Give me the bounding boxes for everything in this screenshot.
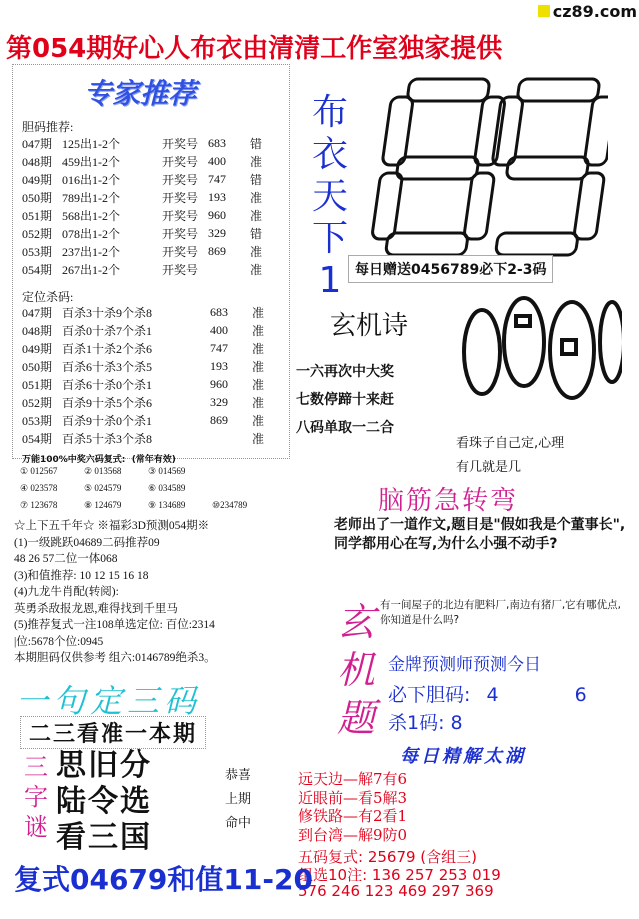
dan-pick: 125出1-2个 — [62, 136, 120, 151]
dan-pick: 237出1-2个 — [62, 244, 120, 259]
kill-row — [22, 321, 282, 339]
kill-number: 193 — [210, 358, 228, 373]
kill-row — [22, 411, 282, 429]
daily-gift: 每日赠送0456789必下2-3码 — [348, 255, 553, 283]
taihu-title: 每日精解太湖 — [400, 746, 526, 767]
taihu-line: 远天边—解7有6 — [298, 770, 408, 788]
beads-caption-2: 有几就是几 — [456, 460, 522, 475]
kill-row — [22, 375, 282, 393]
yiju-banner: 一句定三码 — [16, 682, 202, 720]
watermark-text: cz89.com — [552, 1, 637, 21]
info-line: (5)推荐复式一注108单选定位: 百位:2314 — [14, 619, 215, 631]
combo-head: 万能100%中奖六码复式: (常年有效) — [22, 455, 176, 465]
kill-result: 准 — [252, 413, 265, 428]
dan-result: 准 — [250, 208, 263, 223]
info-line: 英勇杀敌报龙恩,难得找到千里马 — [14, 602, 178, 615]
kill-row — [22, 393, 282, 411]
dan-row — [22, 188, 280, 206]
kill-number: 960 — [210, 376, 228, 391]
dan-period: 049期 — [22, 172, 53, 187]
dan-label-open: 开奖号 — [162, 190, 199, 205]
riddle-line: 看三国 — [56, 820, 152, 855]
kill-row — [22, 357, 282, 375]
combo-item: ④ 023578 — [20, 483, 58, 493]
kill-number: 400 — [210, 322, 228, 337]
riddle-lines — [56, 748, 210, 856]
dan-label: 胆码推荐: — [22, 120, 74, 134]
taihu-line: 修铁路—有2看1 — [298, 807, 408, 825]
brain-question: 老师出了一道作文,题目是"假如我是个董事长",同学都用心在写,为什么小强不动手? — [334, 517, 626, 552]
riddle-line: 陆令选 — [56, 784, 152, 819]
dan-result: 准 — [250, 190, 263, 205]
forecast-title: 金牌预测师预测今日 — [388, 655, 541, 675]
expert-banner: 专家推荐 — [84, 77, 197, 110]
dan-row — [22, 206, 280, 224]
kill-period: 050期 — [22, 359, 53, 374]
kill-result: 准 — [252, 395, 265, 410]
kill-label: 定位杀码: — [22, 290, 74, 304]
watermark — [538, 0, 637, 22]
fushi-sum: 复式04679和值11-20 — [14, 863, 313, 896]
kill-pick: 百杀6十杀3个杀5 — [62, 359, 153, 374]
forecast-info — [14, 518, 306, 667]
kill-period: 049期 — [22, 341, 53, 356]
congrats-line: 命中 — [224, 816, 251, 831]
brain-title: 脑筋急转弯 — [378, 486, 519, 516]
dan-row — [22, 260, 280, 278]
dan-number: 747 — [208, 171, 226, 186]
dan-number: 193 — [208, 189, 226, 204]
kill-number: 747 — [210, 340, 228, 355]
zuxuan-1: 组选10注: 136 257 253 019 — [298, 866, 501, 884]
kill-row — [22, 303, 282, 321]
page-title: 第054期好心人布衣由清清工作室独家提供 — [6, 34, 503, 64]
must-label: 必下胆码: — [388, 684, 471, 706]
combo-item: ⑧ 124679 — [84, 500, 122, 510]
kill-period: 052期 — [22, 395, 53, 410]
kill-table — [22, 303, 282, 447]
kill-number: 329 — [210, 394, 228, 409]
beads-caption-1: 看珠子自己定,心理 — [456, 436, 565, 451]
kill-period: 047期 — [22, 305, 53, 320]
kill-number: 683 — [210, 304, 228, 319]
kill-result: 准 — [252, 359, 265, 374]
dan-pick: 789出1-2个 — [62, 190, 120, 205]
kill-period: 048期 — [22, 323, 53, 338]
dan-row — [22, 152, 280, 170]
dan-label-open: 开奖号 — [162, 262, 199, 277]
wuma-fushi: 五码复式: 25679 (含组三) — [298, 848, 478, 866]
xuanjiti-vertical: 玄机题 — [336, 600, 375, 740]
kill-pick: 百杀1十杀2个杀6 — [62, 341, 153, 356]
kill-pick: 百杀6十杀0个杀1 — [62, 377, 153, 392]
watermark-square-icon — [538, 5, 550, 17]
kill-pick: 百杀0十杀7个杀1 — [62, 323, 153, 338]
dan-pick: 267出1-2个 — [62, 262, 120, 277]
dan-result: 错 — [250, 172, 263, 187]
combo-row — [20, 483, 276, 500]
kill-row — [22, 429, 282, 447]
kill-row — [22, 339, 282, 357]
kill-result: 准 — [252, 305, 265, 320]
beads-graphic — [452, 282, 622, 432]
poem-title: 玄机诗 — [330, 311, 409, 341]
dan-number: 400 — [208, 153, 226, 168]
info-line: 48 26 57二位一体068 — [14, 553, 118, 565]
congrats — [218, 764, 258, 836]
dan-label-open: 开奖号 — [162, 172, 199, 187]
dan-period: 053期 — [22, 244, 53, 259]
congrats-line: 上期 — [224, 792, 251, 807]
dan-table — [22, 134, 280, 278]
dan-period: 052期 — [22, 226, 53, 241]
dan-label-open: 开奖号 — [162, 208, 199, 223]
kill-number: 869 — [210, 412, 228, 427]
congrats-line: 恭喜 — [224, 768, 251, 783]
kill-pick: 百杀9十杀5个杀6 — [62, 395, 153, 410]
info-line: (4)九龙牛肖配(转阅): — [14, 586, 119, 598]
riddle-line: 思旧分 — [56, 748, 152, 783]
kill-pick: 百杀9十杀0个杀1 — [62, 413, 153, 428]
dan-pick: 459出1-2个 — [62, 154, 120, 169]
combo-row — [20, 466, 276, 483]
kill-result: 准 — [252, 341, 265, 356]
dan-label-open: 开奖号 — [162, 154, 199, 169]
dan-period: 054期 — [22, 262, 53, 277]
dan-pick: 078出1-2个 — [62, 226, 120, 241]
kill-pick: 百杀3十杀9个杀8 — [62, 305, 153, 320]
dan-row — [22, 134, 280, 152]
poem-lines — [296, 358, 446, 442]
taihu-lines — [298, 770, 633, 844]
dan-period: 051期 — [22, 208, 53, 223]
info-line: ☆上下五千年☆ ※福彩3D预测054期※ — [14, 520, 210, 532]
dan-row — [22, 242, 280, 260]
poem-line: 七数停蹄十来赶 — [296, 392, 394, 408]
dan-result: 错 — [250, 136, 263, 151]
dan-number: 869 — [208, 243, 226, 258]
dan-row — [22, 170, 280, 188]
dan-result: 准 — [250, 262, 263, 277]
xuanjiti-question: 有一间屋子的北边有肥料厂,南边有猪厂,它有哪优点,你知道是什么吗? — [380, 599, 622, 626]
dan-number: 683 — [208, 135, 226, 150]
combo-item: ⑦ 123678 — [20, 500, 58, 510]
zuxuan-2: 576 246 123 469 297 369 — [298, 882, 494, 900]
dan-label-open: 开奖号 — [162, 244, 199, 259]
taihu-line: 到台湾—解9防0 — [298, 825, 408, 844]
dan-row — [22, 224, 280, 242]
poem-line: 一六再次中大奖 — [296, 364, 394, 380]
taihu-line: 近眼前—看5解3 — [298, 788, 408, 807]
dan-number: 960 — [208, 207, 226, 222]
dan-period: 048期 — [22, 154, 53, 169]
combo-list — [20, 466, 276, 517]
poem-line: 八码单取一二合 — [296, 420, 394, 436]
combo-item: ③ 014569 — [148, 466, 186, 476]
info-line: (3)和值推荐: 10 12 15 16 18 — [14, 569, 149, 582]
big-89-graphic — [360, 65, 608, 265]
kill-one: 杀1码: 8 — [388, 712, 463, 734]
combo-item: ⑤ 024579 — [84, 483, 122, 493]
combo-item: ⑩234789 — [212, 500, 248, 510]
dan-period: 047期 — [22, 136, 53, 151]
dan-label-open: 开奖号 — [162, 226, 199, 241]
dan-pick: 568出1-2个 — [62, 208, 120, 223]
dan-result: 准 — [250, 154, 263, 169]
info-line: 本期胆码仅供参考 组六:0146789绝杀3。 — [14, 652, 216, 664]
info-line: |位:5678个位:0945 — [14, 635, 104, 648]
kill-pick: 百杀5十杀3个杀8 — [62, 431, 153, 446]
combo-item: ② 013568 — [84, 466, 122, 476]
dan-period: 050期 — [22, 190, 53, 205]
kill-result: 准 — [252, 431, 265, 446]
combo-item: ① 012567 — [20, 466, 58, 476]
kill-period: 054期 — [22, 431, 53, 446]
must-b: 6 — [574, 684, 587, 706]
yiju-line: 二三看准一本期 — [20, 716, 206, 749]
kill-result: 准 — [252, 323, 265, 338]
riddle-label: 三字谜 — [24, 753, 48, 841]
combo-item: ⑥ 034589 — [148, 483, 186, 493]
buyi-vertical: 布衣天下1 — [311, 92, 348, 301]
dan-result: 错 — [250, 226, 263, 241]
combo-item: ⑨ 134689 — [148, 500, 186, 510]
dan-pick: 016出1-2个 — [62, 172, 120, 187]
kill-period: 051期 — [22, 377, 53, 392]
must-dan-row — [388, 680, 587, 707]
dan-result: 准 — [250, 244, 263, 259]
must-a: 4 — [486, 684, 499, 706]
dan-label-open: 开奖号 — [162, 136, 199, 151]
kill-result: 准 — [252, 377, 265, 392]
dan-number: 329 — [208, 225, 226, 240]
kill-period: 053期 — [22, 413, 53, 428]
info-line: (1)一级跳跃04689二码推荐09 — [14, 536, 160, 549]
combo-row — [20, 500, 276, 517]
